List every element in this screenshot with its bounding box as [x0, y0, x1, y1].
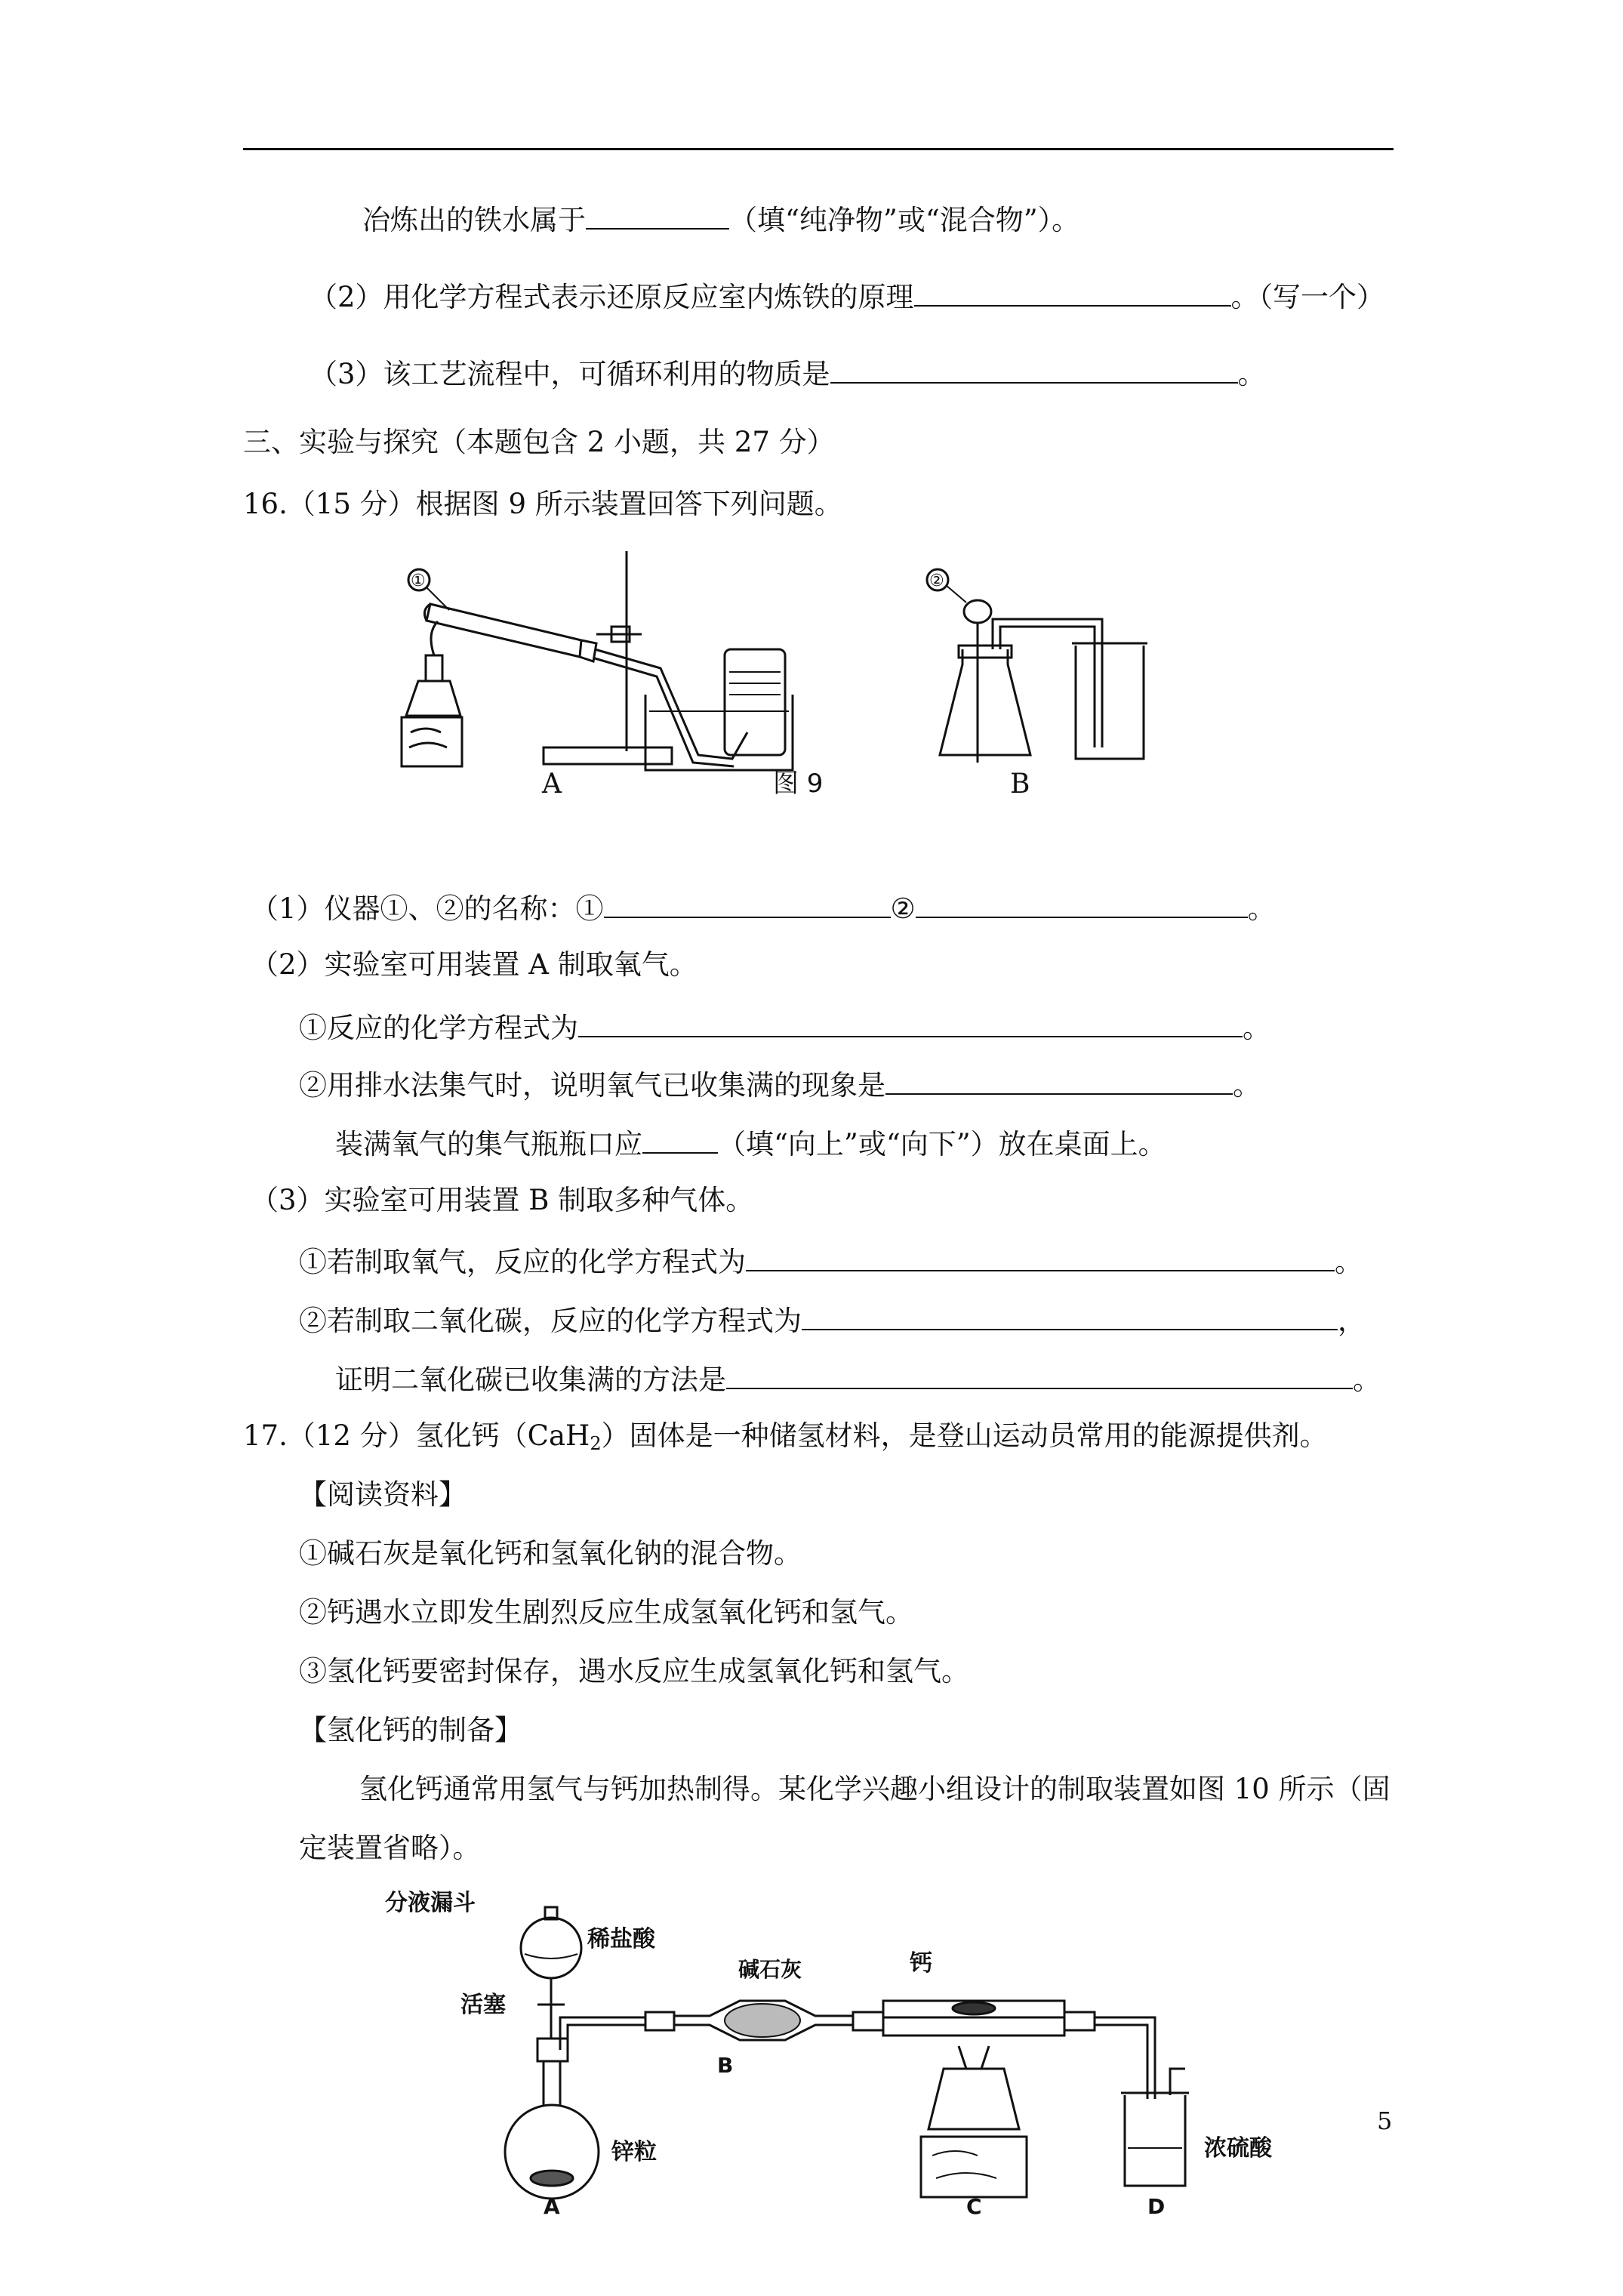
fig9-label-b: B: [1010, 769, 1030, 800]
alcohol-lamp: [406, 681, 460, 716]
question-17: [243, 1418, 1328, 1462]
answer-blank[interactable]: [914, 276, 1231, 307]
reading-item-3: [299, 1653, 969, 1690]
text: （填“向上”或“向下”）放在桌面上。: [718, 1128, 1166, 1160]
text: 证明二氧化碳已收集满的方法是: [335, 1364, 726, 1396]
text: ，: [1338, 1305, 1366, 1337]
q16-part2a: [299, 1007, 1270, 1046]
water-trough: [645, 695, 793, 770]
label-a: A: [544, 2194, 560, 2219]
label-zinc: 锌粒: [611, 2139, 657, 2165]
test-tube: [427, 604, 581, 657]
text: ②用排水法集气时，说明氧气已收集满的现象是: [299, 1069, 885, 1102]
text: （3）该工艺流程中，可循环利用的物质是: [310, 358, 830, 390]
q16-part2c: [335, 1123, 1166, 1163]
reading-title: [299, 1477, 467, 1513]
wood-block: [921, 2137, 1027, 2197]
text: 16.（15 分）根据图 9 所示装置回答下列问题。: [243, 488, 842, 520]
text: ①若制取氧气，反应的化学方程式为: [299, 1246, 746, 1278]
text-line-recycle: [310, 353, 1266, 393]
q16-part3b: [299, 1300, 1366, 1339]
section-heading: [243, 424, 835, 461]
prep-title: [299, 1712, 522, 1749]
text: 氢化钙通常用氢气与钙加热制得。某化学兴趣小组设计的制取装置如图 10 所示（固: [359, 1773, 1390, 1805]
q16-part2b: [299, 1065, 1261, 1104]
text: 定装置省略）。: [299, 1832, 481, 1864]
q16-part1: [251, 888, 1276, 927]
funnel: [964, 600, 991, 623]
q16-part3a: [299, 1241, 1363, 1281]
page-number: 5: [1377, 2106, 1393, 2135]
reading-item-1: [299, 1536, 802, 1572]
separatory-funnel: [521, 1918, 581, 1978]
text: （2）实验室可用装置 A 制取氧气。: [251, 948, 698, 981]
label-acid: 稀盐酸: [587, 1926, 655, 1952]
text: （填“纯净物”或“混合物”）。: [729, 204, 1080, 236]
text: 。（写一个）: [1230, 281, 1385, 313]
text-line-equation: [310, 276, 1384, 316]
text: 。: [1237, 358, 1266, 390]
figure-10: [362, 1888, 1306, 2220]
label-funnel: 分液漏斗: [385, 1890, 476, 1916]
text: ①反应的化学方程式为: [299, 1012, 578, 1044]
text: 17.（12 分）氢化钙（CaH: [243, 1419, 590, 1452]
text: 。: [1233, 1069, 1261, 1102]
question-16: [243, 486, 842, 522]
header-rule: [243, 148, 1394, 150]
answer-blank[interactable]: [746, 1241, 1335, 1271]
wash-bottle: [1125, 2095, 1185, 2186]
fig9-caption: 图 9: [773, 769, 824, 799]
label-c: C: [966, 2194, 982, 2219]
text: ③氢化钙要密封保存，遇水反应生成氢氧化钙和氢气。: [299, 1655, 969, 1687]
answer-blank[interactable]: [586, 199, 729, 230]
text: ①碱石灰是氧化钙和氢氧化钠的混合物。: [299, 1537, 802, 1570]
q16-part3: [251, 1182, 753, 1219]
subscript: 2: [590, 1433, 602, 1454]
mark-2: ②: [929, 572, 944, 590]
answer-blank[interactable]: [830, 353, 1238, 384]
answer-blank[interactable]: [885, 1065, 1233, 1095]
connecting-tube: [993, 619, 1102, 747]
text: （1）仪器①、②的名称：①: [251, 892, 604, 925]
text: 。: [1243, 1012, 1270, 1044]
text: 【阅读资料】: [299, 1478, 467, 1511]
text: 【氢化钙的制备】: [299, 1714, 522, 1746]
text: （2）用化学方程式表示还原反应室内炼铁的原理: [310, 281, 914, 313]
q16-part2: [251, 947, 698, 983]
mark-1: ①: [411, 572, 426, 590]
collecting-bottle: [1076, 646, 1144, 759]
label-sulfuric-acid: 浓硫酸: [1204, 2135, 1272, 2162]
text: ②若制取二氧化碳，反应的化学方程式为: [299, 1305, 802, 1337]
label-b: B: [717, 2053, 734, 2078]
text: 冶炼出的铁水属于: [362, 204, 586, 236]
fig9-label-a: A: [542, 769, 562, 800]
text: ②钙遇水立即发生剧烈反应生成氢氧化钙和氢气。: [299, 1596, 913, 1629]
answer-blank[interactable]: [802, 1300, 1338, 1330]
text-line-iron: [362, 199, 1079, 239]
text: 三、实验与探究（本题包含 2 小题，共 27 分）: [243, 426, 835, 458]
text: 。: [1335, 1246, 1363, 1278]
gas-jar: [725, 649, 785, 755]
text: （3）实验室可用装置 B 制取多种气体。: [251, 1184, 754, 1216]
alcohol-lamp: [929, 2069, 1019, 2129]
prep-text-2: [299, 1830, 481, 1866]
prep-text-1: [359, 1771, 1390, 1808]
answer-blank[interactable]: [642, 1123, 718, 1154]
wood-block: [402, 717, 462, 766]
reading-item-2: [299, 1595, 913, 1631]
label-soda-lime: 碱石灰: [738, 1957, 802, 1982]
text: 装满氧气的集气瓶瓶口应: [335, 1128, 642, 1160]
text: ②: [890, 892, 916, 925]
text: 。: [1353, 1364, 1381, 1396]
answer-blank[interactable]: [604, 888, 891, 918]
label-stopcock: 活塞: [460, 1992, 506, 2018]
label-calcium: 钙: [910, 1950, 932, 1977]
q16-part3c: [335, 1359, 1381, 1398]
answer-blank[interactable]: [578, 1007, 1243, 1037]
text: 。: [1247, 892, 1276, 925]
answer-blank[interactable]: [726, 1359, 1353, 1389]
conical-flask: [940, 649, 1030, 755]
figure-9: [393, 544, 1193, 800]
answer-blank[interactable]: [916, 888, 1248, 918]
text: ）固体是一种储氢材料，是登山运动员常用的能源提供剂。: [601, 1419, 1328, 1452]
label-d: D: [1147, 2194, 1166, 2219]
